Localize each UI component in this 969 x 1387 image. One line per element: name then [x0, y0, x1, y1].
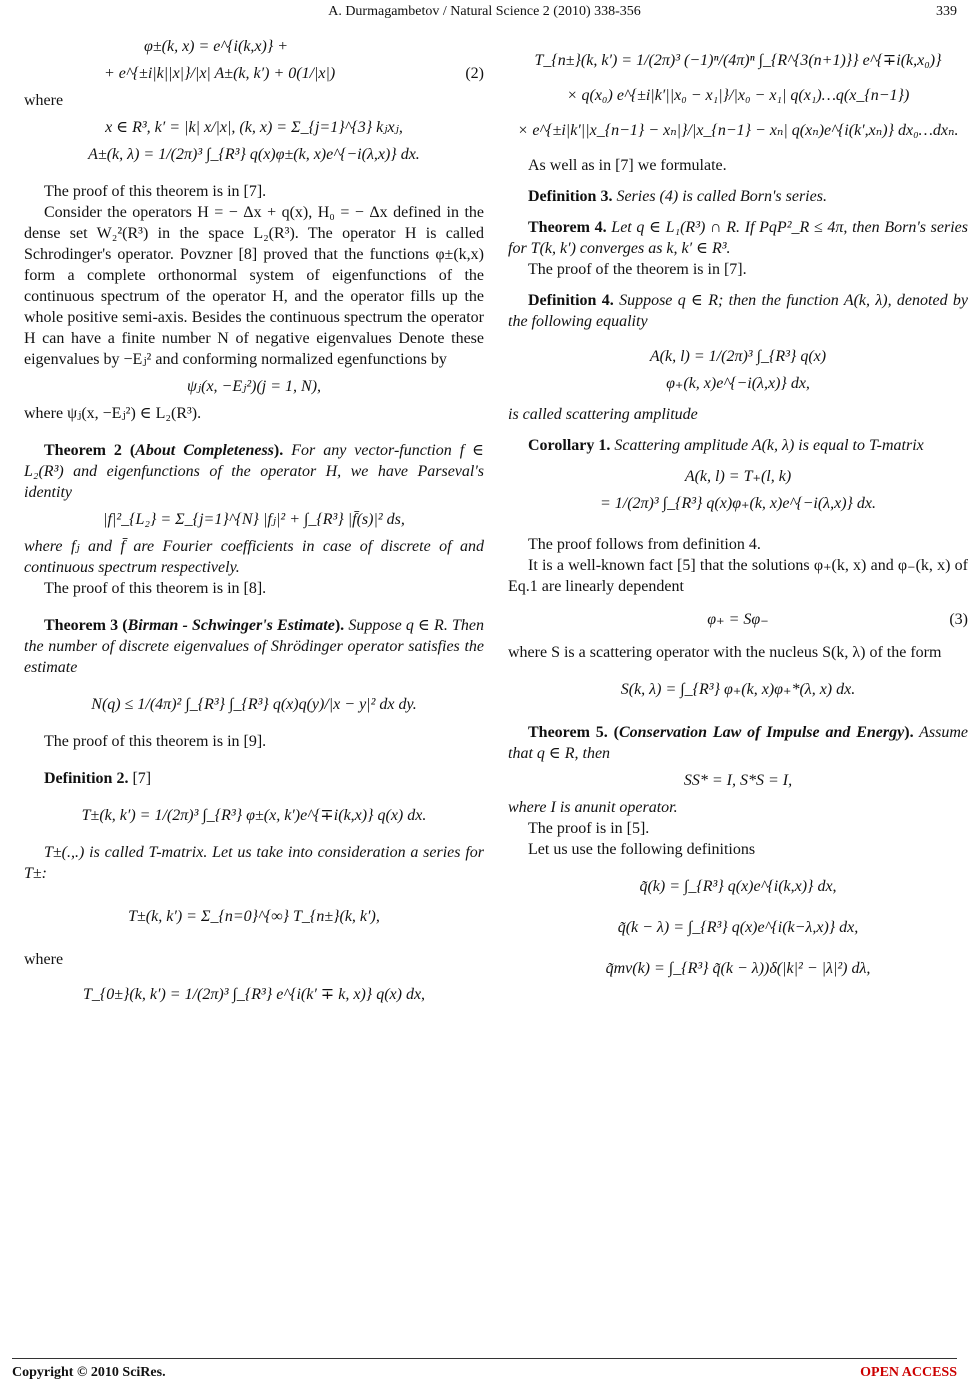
thm2-label: Theorem 2 ( — [44, 442, 136, 459]
eq3-number: (3) — [949, 611, 968, 628]
theorem-3 — [24, 615, 484, 678]
eq2-line1: φ±(k, x) = e^{i(k,x)} + — [144, 38, 289, 55]
where-2: where — [24, 951, 64, 968]
def4-eq1: A(k, l) = 1/(2π)³ ∫_{R³} q(x) — [649, 348, 827, 365]
proof-1: The proof of this theorem is in [7]. — [44, 183, 267, 200]
thm3-label: Theorem 3 ( — [44, 617, 128, 634]
proof-3: The proof of this theorem is in [9]. — [44, 733, 267, 750]
def-A: A±(k, λ) = 1/(2π)³ ∫_{R³} q(x)φ±(k, x)e^{−i(λ,x)} dx. — [88, 146, 420, 163]
as-well: As well as in [7] we formulate. — [528, 157, 727, 174]
thm3-close: ). — [334, 617, 345, 634]
thm2-where: where fⱼ and f̄ are Fourier coefficients in case of discrete of and continuous spectrum respectively. — [24, 538, 484, 576]
thm5-label: Theorem 5. ( — [528, 724, 619, 741]
definition-3 — [508, 186, 968, 207]
eq3 — [508, 609, 968, 630]
scattering-amplitude: is called scattering amplitude — [508, 406, 698, 423]
t0-equation: T_{0±}(k, k′) = 1/(2π)³ ∫_{R³} e^{i(k′ ∓ k, x)} q(x) dx, — [82, 986, 426, 1003]
def2-ref: [7] — [128, 770, 152, 787]
qmv-equation: q̃mv(k) = ∫_{R³} q̃(k − λ))δ(|k|² − |λ|²) dλ, — [605, 960, 871, 977]
where-1: where — [24, 92, 64, 109]
def3-text: Series (4) is called Born's series. — [612, 188, 827, 205]
thm2-close: ). — [273, 442, 284, 459]
qk-equation: q̃(k) = ∫_{R³} q(x)e^{i(k,x)} dx, — [639, 878, 837, 895]
tmatrix-text: T±(.,.) is called T-matrix. Let us take into consideration a series for T±: — [24, 844, 484, 882]
where-psi: where ψⱼ(x, −Eⱼ²) ∈ L₂(R³). — [24, 405, 202, 422]
s-equation: S(k, λ) = ∫_{R³} φ₊(k, x)φ₊*(λ, x) dx. — [620, 681, 856, 698]
eq2-number: (2) — [465, 65, 484, 82]
cor1-label: Corollary 1. — [528, 437, 611, 454]
where-4: where I is anunit operator. — [508, 799, 678, 816]
ss-equation: SS* = I, S*S = I, — [683, 772, 793, 789]
definition-2 — [24, 768, 484, 789]
thm3-text: Suppose q ∈ R. Then the number of discrete eigenvalues of Shrödinger operator satisfies the estimate — [24, 617, 484, 676]
thm2-text: For any vector-function f ∈ L₂(R³) and eigenfunctions of the operator H, we have Parseval's identity — [24, 442, 484, 501]
running-title: A. Durmagambetov / Natural Science 2 (2010) 338-356 — [328, 4, 641, 19]
def-x: x ∈ R³, k′ = |k| x/|x|, (k, x) = Σ_{j=1}^{3} kⱼxⱼ, — [105, 119, 403, 136]
let-us-use: Let us use the following definitions — [528, 841, 756, 858]
page-number: 339 — [936, 4, 957, 19]
thm5-close: ). — [904, 724, 914, 741]
thm5-text: Assume that q ∈ R, then — [508, 724, 969, 762]
proof-2: The proof of this theorem is in [8]. — [44, 580, 267, 597]
born-series: T±(k, k′) = Σ_{n=0}^{∞} T_{n±}(k, k′), — [128, 908, 380, 925]
tn-line3: × e^{±i|k′||x_{n−1} − xₙ|}/|x_{n−1} − xₙ| q(xₙ)e^{i(k′,xₙ)} dx₀…dxₙ. — [517, 122, 959, 139]
proof-6: The proof is in [5]. — [528, 820, 650, 837]
parseval-identity: |f|²_{L₂} = Σ_{j=1}^{N} |fⱼ|² + ∫_{R³} |f̄(s)|² ds, — [103, 511, 405, 528]
proof-4: The proof of the theorem is in [7]. — [528, 261, 747, 278]
left-column — [24, 30, 484, 1019]
theorem-5 — [508, 722, 968, 764]
eq2-line2 — [24, 63, 484, 84]
eq3-text: φ₊ = Sφ₋ — [707, 611, 769, 628]
eq2-line2-text: + e^{±i|k||x|}/|x| A±(k, k′) + 0(1/|x|) — [104, 65, 336, 82]
theorem-4 — [508, 217, 968, 259]
def4-text: Suppose q ∈ R; then the function A(k, λ), denoted by the following equality — [508, 292, 968, 330]
cor1-text: Scattering amplitude A(k, λ) is equal to T-matrix — [610, 437, 924, 454]
thm4-label: Theorem 4. — [528, 219, 607, 236]
definition-4 — [508, 290, 968, 332]
birman-estimate: N(q) ≤ 1/(4π)² ∫_{R³} ∫_{R³} q(x)q(y)/|x − y|² dx dy. — [91, 696, 417, 713]
well-known: It is a well-known fact [5] that the solutions φ₊(k, x) and φ₋(k, x) of Eq.1 are linearly dependent — [508, 557, 968, 595]
tn-line2: × q(x₀) e^{±i|k′||x₀ − x₁|}/|x₀ − x₁| q(x₁)…q(x_{n−1}) — [566, 87, 910, 104]
def2-label: Definition 2. — [44, 770, 129, 787]
thm4-text: Let q ∈ L₁(R³) ∩ R. If PqP²_R ≤ 4π, then Born's series for T(k, k′) converges as k, k′ ∈ R³. — [508, 219, 969, 257]
def4-eq2: φ₊(k, x)e^{−i(λ,x)} dx, — [666, 375, 810, 392]
thm3-name: Birman - Schwinger's Estimate — [127, 617, 335, 634]
thm5-name: Conservation Law of Impulse and Energy — [618, 724, 905, 741]
qkl-equation: q̃(k − λ) = ∫_{R³} q(x)e^{i(k−λ,x)} dx, — [617, 919, 859, 936]
theorem-2 — [24, 440, 484, 503]
open-access-badge: OPEN ACCESS — [860, 1365, 957, 1380]
corollary-1 — [508, 435, 968, 456]
def3-label: Definition 3. — [528, 188, 613, 205]
thm2-name: About Completeness — [135, 442, 274, 459]
eq-psi: ψⱼ(x, −Eⱼ²)(j = 1, N), — [186, 378, 322, 395]
copyright: Copyright © 2010 SciRes. — [12, 1365, 166, 1380]
def2-equation: T±(k, k′) = 1/(2π)³ ∫_{R³} φ±(x, k′)e^{∓i(k,x)} q(x) dx. — [81, 807, 427, 824]
tn-line1: T_{n±}(k, k′) = 1/(2π)³ (−1)ⁿ/(4π)ⁿ ∫_{R^{3(n+1)}} e^{∓i(k,x₀)} — [534, 52, 942, 69]
para-operators: Consider the operators H = − Δx + q(x), H₀ = − Δx defined in the dense set W₂²(R³) in the space L₂(R³). The operator H is called Schrodinger's operator. Povzner [8] proved that the functions φ±(k,x) form a complete orthonormal system of eigenfunctions of the continuous spectrum of the operator H, and the operator fills up the whole positive semi-axis. Besides the continuous spectrum the operator H can have a finite number N of negative eigenvalues Denote these eigenvalues by −Eⱼ² and conforming normalized egenfunctions by — [24, 204, 484, 368]
proof-5: The proof follows from definition 4. — [528, 536, 761, 553]
cor1-eq1: A(k, l) = T₊(l, k) — [684, 468, 792, 485]
def4-label: Definition 4. — [528, 292, 614, 309]
where-3: where S is a scattering operator with the nucleus S(k, λ) of the form — [508, 644, 942, 661]
footer-rule — [12, 1358, 957, 1359]
right-column — [508, 30, 968, 999]
cor1-eq2: = 1/(2π)³ ∫_{R³} q(x)φ₊(k, x)e^{−i(λ,x)} dx. — [599, 495, 877, 512]
